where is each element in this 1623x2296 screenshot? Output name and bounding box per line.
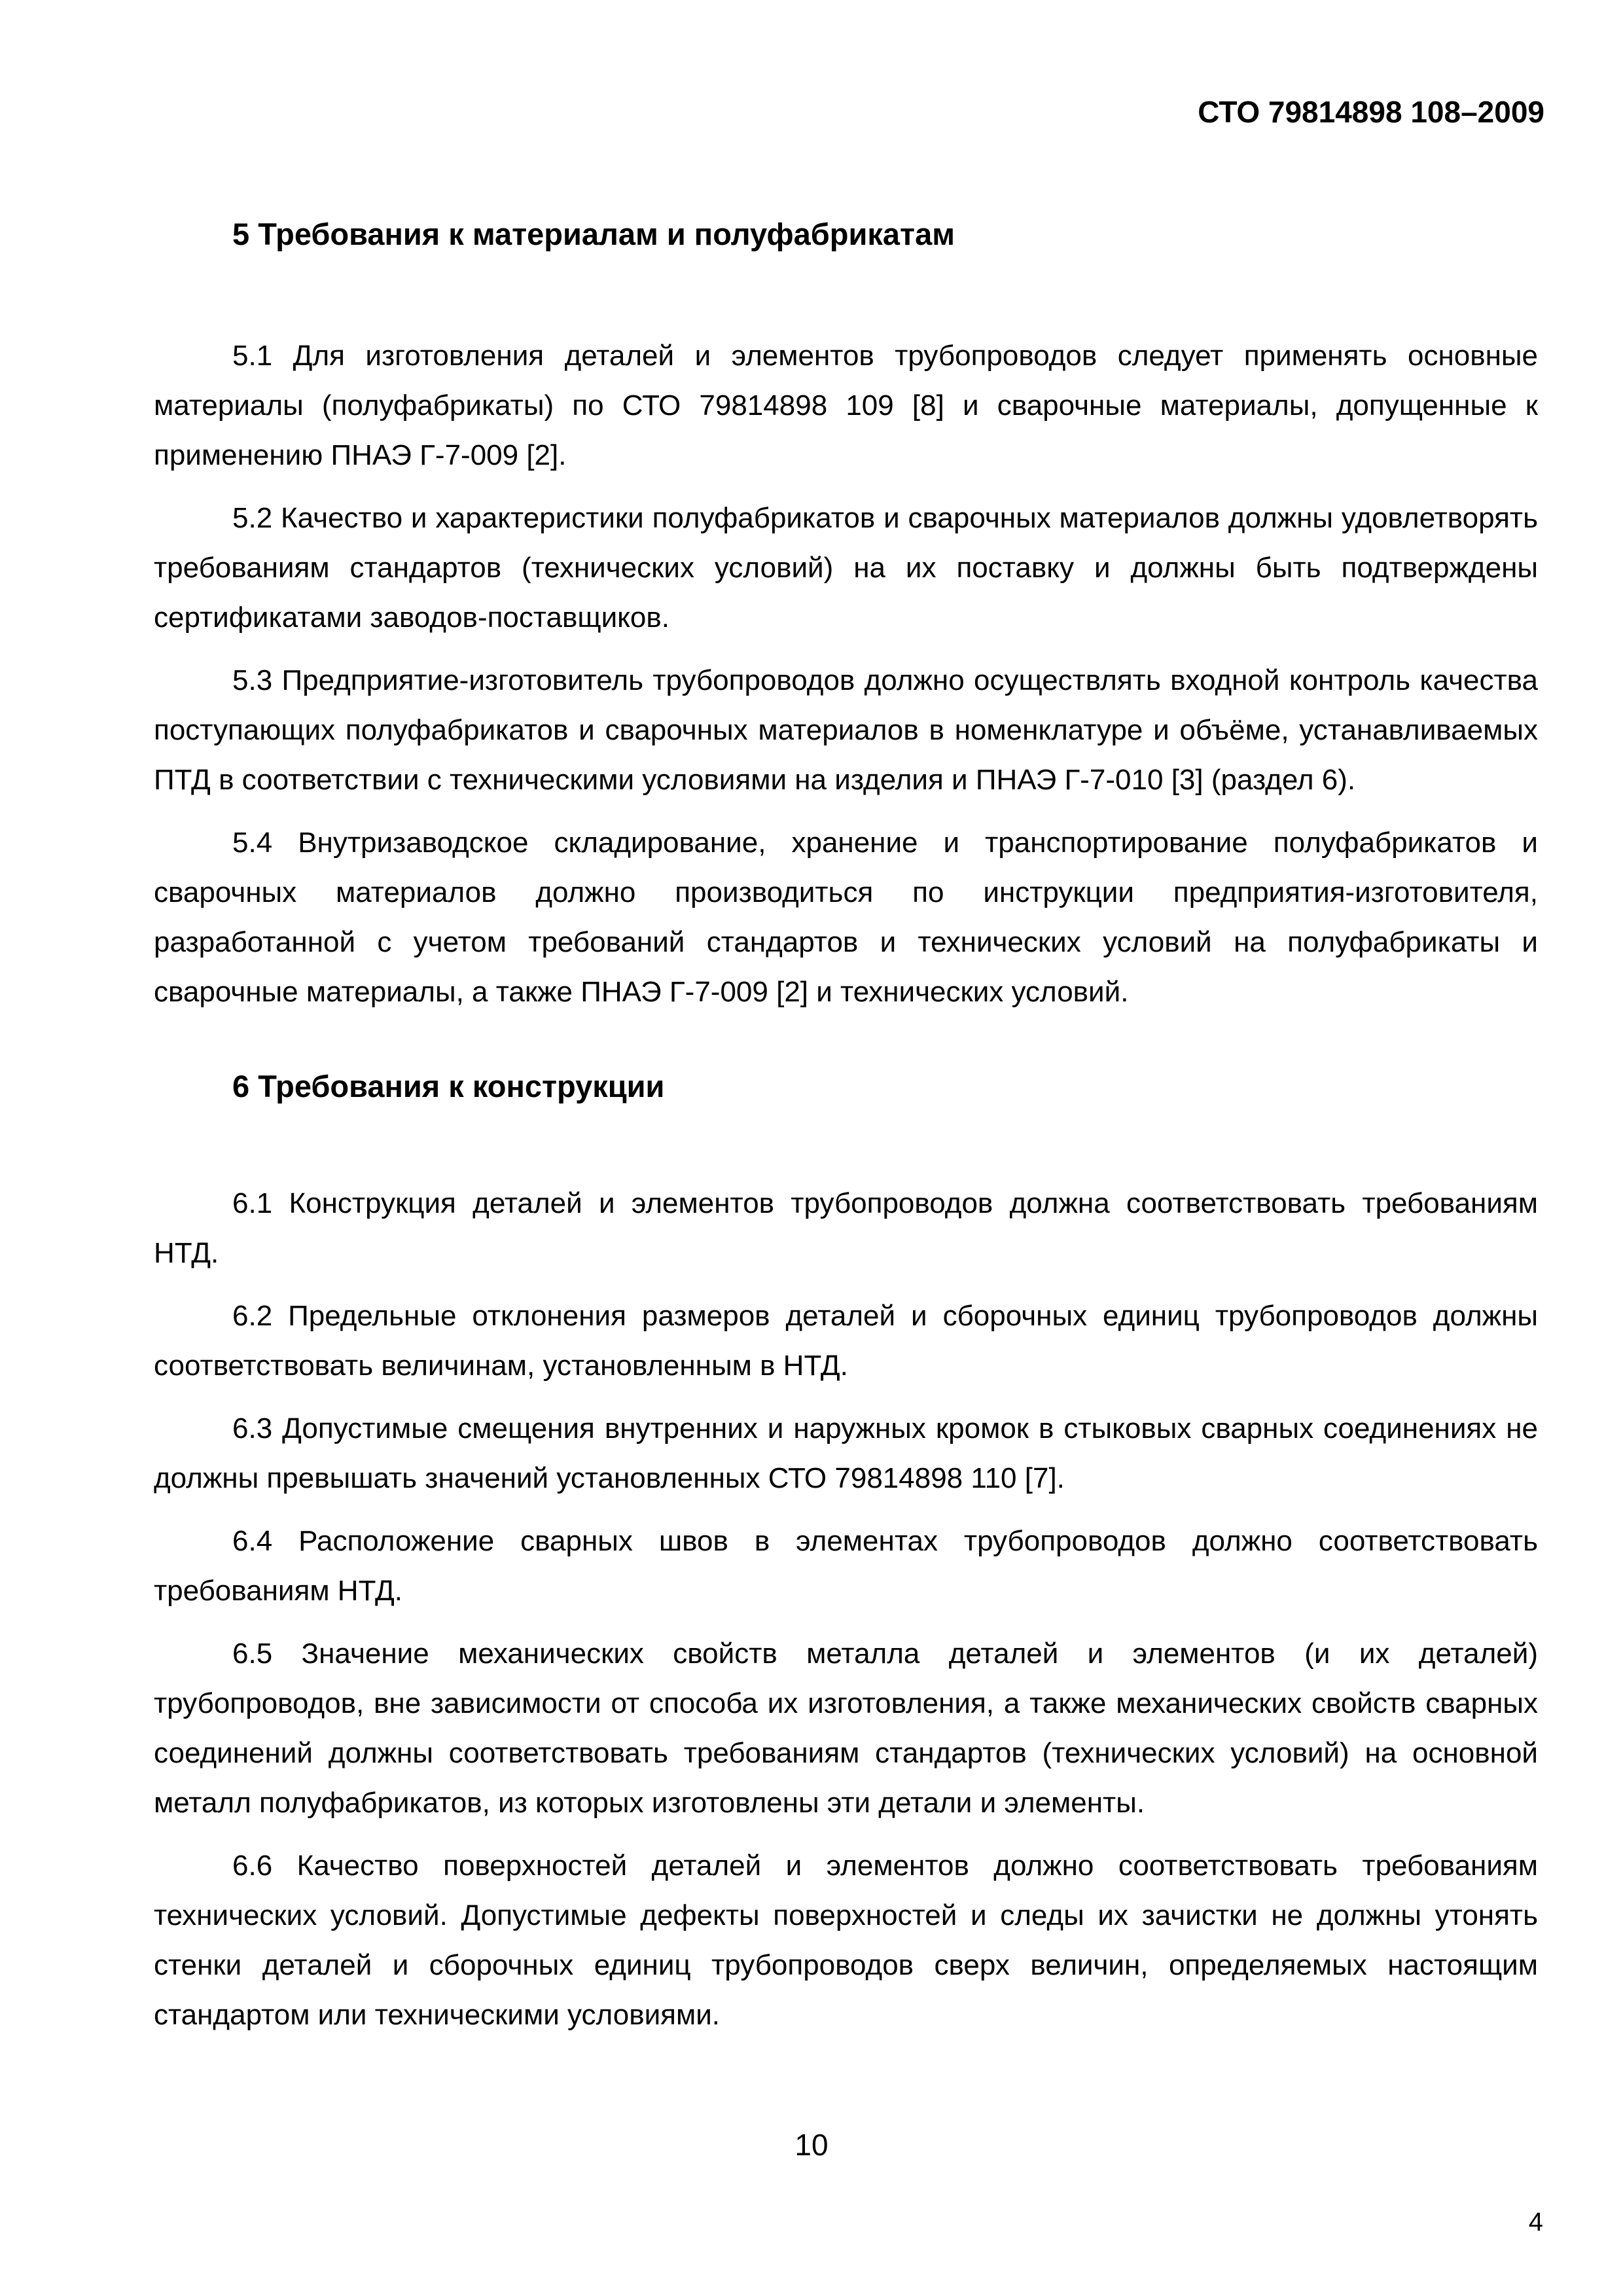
paragraph-5-1: 5.1 Для изготовления деталей и элементов трубопроводов следует применять основные материалы (полуфабрикаты) по СТО 79814898 109 [8] и сварочные материалы, допущенные к применению ПНАЭ Г-7-009 [2].	[154, 340, 1538, 472]
paragraph-6-1: 6.1 Конструкция деталей и элементов трубопроводов должна соответствовать требованиям НТД.	[154, 1187, 1538, 1269]
paragraph-5-2: 5.2 Качество и характеристики полуфабрикатов и сварочных материалов должны удовлетворять требованиям стандартов (технических условий) на их поставку и должны быть подтверждены сертификатами заводов-поставщиков.	[154, 502, 1538, 634]
section-5-heading: 5 Требования к материалам и полуфабрикатам	[232, 217, 955, 251]
section-6-heading: 6 Требования к конструкции	[232, 1069, 665, 1104]
paragraph-6-6: 6.6 Качество поверхностей деталей и элементов должно соответствовать требованиям технических условий. Допустимые дефекты поверхностей и следы их зачистки не должны утонять стенки деталей и сборочных единиц трубопроводов сверх величин, определяемых настоящим стандартом или техническими условиями.	[154, 1849, 1538, 2031]
paragraph-6-5: 6.5 Значение механических свойств металла деталей и элементов (и их деталей) трубопроводов, вне зависимости от способа их изготовления, а также механических свойств сварных соединений должны соответствовать требованиям стандартов (технических условий) на основной металл полуфабрикатов, из которых изготовлены эти детали и элементы.	[154, 1637, 1538, 1819]
paragraph-6-3: 6.3 Допустимые смещения внутренних и наружных кромок в стыковых сварных соединениях не должны превышать значений установленных СТО 79814898 110 [7].	[154, 1412, 1538, 1494]
document-code: СТО 79814898 108–2009	[1198, 95, 1544, 129]
paragraph-5-4: 5.4 Внутризаводское складирование, хранение и транспортирование полуфабрикатов и сварочных материалов должно производиться по инструкции предприятия-изготовителя, разработанной с учетом требований стандартов и технических условий на полуфабрикаты и сварочные материалы, а также ПНАЭ Г-7-009 [2] и технических условий.	[154, 827, 1538, 1009]
document-body	[154, 216, 1538, 2053]
sheet-number: 4	[1528, 2208, 1543, 2236]
paragraph-6-4: 6.4 Расположение сварных швов в элементах трубопроводов должно соответствовать требованиям НТД.	[154, 1524, 1538, 1607]
paragraph-6-2: 6.2 Предельные отклонения размеров деталей и сборочных единиц трубопроводов должны соответствовать величинам, установленным в НТД.	[154, 1299, 1538, 1382]
paragraph-5-3: 5.3 Предприятие-изготовитель трубопроводов должно осуществлять входной контроль качества поступающих полуфабрикатов и сварочных материалов в номенклатуре и объёме, устанавливаемых ПТД в соответствии с техническими условиями на изделия и ПНАЭ Г-7-010 [3] (раздел 6).	[154, 664, 1538, 797]
page-number: 10	[794, 2128, 829, 2162]
